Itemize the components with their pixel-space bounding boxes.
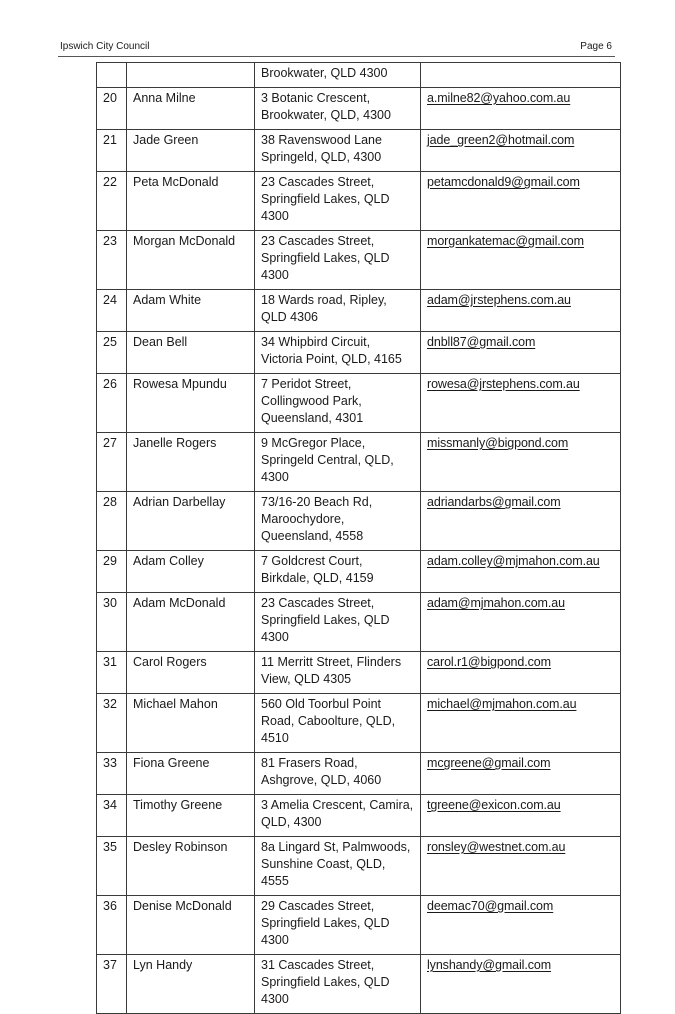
name-cell: Adam White: [127, 290, 255, 332]
address-cell: 18 Wards road, Ripley, QLD 4306: [255, 290, 421, 332]
email-link[interactable]: lynshandy@gmail.com: [427, 958, 552, 972]
row-number-cell: 26: [97, 374, 127, 433]
table-row: [97, 896, 621, 955]
document-title: Ipswich City Council: [60, 41, 150, 52]
address-cell: 23 Cascades Street, Springfield Lakes, QLD 4300: [255, 172, 421, 231]
email-link[interactable]: a.milne82@yahoo.com.au: [427, 91, 571, 105]
email-cell: [421, 374, 621, 433]
address-cell: 23 Cascades Street, Springfield Lakes, QLD 4300: [255, 593, 421, 652]
table-row: [97, 172, 621, 231]
header-divider: [58, 56, 615, 57]
table-row: [97, 290, 621, 332]
table-row: [97, 433, 621, 492]
email-cell: [421, 955, 621, 1014]
page-header: [60, 40, 612, 54]
table-row: [97, 652, 621, 694]
row-number-cell: 31: [97, 652, 127, 694]
row-number-cell: 30: [97, 593, 127, 652]
row-number-cell: 22: [97, 172, 127, 231]
address-cell: 73/16-20 Beach Rd, Maroochydore, Queensland, 4558: [255, 492, 421, 551]
address-cell: 7 Goldcrest Court, Birkdale, QLD, 4159: [255, 551, 421, 593]
email-link[interactable]: deemac70@gmail.com: [427, 899, 554, 913]
name-cell: Jade Green: [127, 130, 255, 172]
name-cell: [127, 63, 255, 88]
row-number-cell: 25: [97, 332, 127, 374]
table-row: [97, 492, 621, 551]
table-row: [97, 795, 621, 837]
table-row: [97, 374, 621, 433]
name-cell: Rowesa Mpundu: [127, 374, 255, 433]
email-cell: [421, 753, 621, 795]
address-cell: Brookwater, QLD 4300: [255, 63, 421, 88]
contacts-table: [96, 62, 621, 1014]
table-row: [97, 694, 621, 753]
name-cell: Adam Colley: [127, 551, 255, 593]
name-cell: Denise McDonald: [127, 896, 255, 955]
email-link[interactable]: adam.colley@mjmahon.com.au: [427, 554, 600, 568]
email-cell: [421, 652, 621, 694]
email-cell: [421, 130, 621, 172]
email-cell: [421, 837, 621, 896]
row-number-cell: 37: [97, 955, 127, 1014]
name-cell: Adam McDonald: [127, 593, 255, 652]
address-cell: 23 Cascades Street, Springfield Lakes, QLD 4300: [255, 231, 421, 290]
row-number-cell: 36: [97, 896, 127, 955]
address-cell: 29 Cascades Street, Springfield Lakes, QLD 4300: [255, 896, 421, 955]
table-row: [97, 231, 621, 290]
name-cell: Timothy Greene: [127, 795, 255, 837]
address-cell: 3 Botanic Crescent, Brookwater, QLD, 4300: [255, 88, 421, 130]
table-row-continued: [97, 63, 621, 88]
email-cell: [421, 433, 621, 492]
email-link[interactable]: missmanly@bigpond.com: [427, 436, 569, 450]
name-cell: Morgan McDonald: [127, 231, 255, 290]
table-row: [97, 955, 621, 1014]
row-number-cell: 20: [97, 88, 127, 130]
email-link[interactable]: jade_green2@hotmail.com: [427, 133, 575, 147]
page-number: Page 6: [580, 41, 612, 52]
row-number-cell: [97, 63, 127, 88]
address-cell: 11 Merritt Street, Flinders View, QLD 4305: [255, 652, 421, 694]
name-cell: Dean Bell: [127, 332, 255, 374]
name-cell: Fiona Greene: [127, 753, 255, 795]
table-row: [97, 88, 621, 130]
address-cell: 81 Frasers Road, Ashgrove, QLD, 4060: [255, 753, 421, 795]
email-link[interactable]: dnbll87@gmail.com: [427, 335, 536, 349]
name-cell: Janelle Rogers: [127, 433, 255, 492]
email-cell: [421, 551, 621, 593]
email-cell: [421, 896, 621, 955]
name-cell: Carol Rogers: [127, 652, 255, 694]
row-number-cell: 35: [97, 837, 127, 896]
email-link[interactable]: rowesa@jrstephens.com.au: [427, 377, 580, 391]
contacts-table-body: [97, 63, 621, 1014]
email-link[interactable]: adam@mjmahon.com.au: [427, 596, 565, 610]
table-row: [97, 837, 621, 896]
name-cell: Lyn Handy: [127, 955, 255, 1014]
email-cell: [421, 88, 621, 130]
name-cell: Desley Robinson: [127, 837, 255, 896]
email-link[interactable]: carol.r1@bigpond.com: [427, 655, 551, 669]
email-link[interactable]: ronsley@westnet.com.au: [427, 840, 566, 854]
address-cell: 38 Ravenswood Lane Springeld, QLD, 4300: [255, 130, 421, 172]
row-number-cell: 27: [97, 433, 127, 492]
email-link[interactable]: michael@mjmahon.com.au: [427, 697, 577, 711]
table-row: [97, 551, 621, 593]
email-cell: [421, 593, 621, 652]
table-row: [97, 130, 621, 172]
email-link[interactable]: tgreene@exicon.com.au: [427, 798, 561, 812]
email-cell: [421, 290, 621, 332]
email-link[interactable]: morgankatemac@gmail.com: [427, 234, 584, 248]
name-cell: Adrian Darbellay: [127, 492, 255, 551]
address-cell: 560 Old Toorbul Point Road, Caboolture, QLD, 4510: [255, 694, 421, 753]
email-cell: [421, 63, 621, 88]
row-number-cell: 32: [97, 694, 127, 753]
row-number-cell: 23: [97, 231, 127, 290]
row-number-cell: 21: [97, 130, 127, 172]
name-cell: Peta McDonald: [127, 172, 255, 231]
table-row: [97, 593, 621, 652]
table-row: [97, 753, 621, 795]
row-number-cell: 34: [97, 795, 127, 837]
email-link[interactable]: adriandarbs@gmail.com: [427, 495, 561, 509]
address-cell: 3 Amelia Crescent, Camira, QLD, 4300: [255, 795, 421, 837]
email-link[interactable]: mcgreene@gmail.com: [427, 756, 551, 770]
row-number-cell: 29: [97, 551, 127, 593]
email-cell: [421, 231, 621, 290]
table-row: [97, 332, 621, 374]
name-cell: Michael Mahon: [127, 694, 255, 753]
email-cell: [421, 172, 621, 231]
address-cell: 9 McGregor Place, Springeld Central, QLD, 4300: [255, 433, 421, 492]
email-link[interactable]: petamcdonald9@gmail.com: [427, 175, 580, 189]
email-cell: [421, 694, 621, 753]
row-number-cell: 33: [97, 753, 127, 795]
name-cell: Anna Milne: [127, 88, 255, 130]
address-cell: 8a Lingard St, Palmwoods, Sunshine Coast, QLD, 4555: [255, 837, 421, 896]
email-cell: [421, 332, 621, 374]
address-cell: 31 Cascades Street, Springfield Lakes, QLD 4300: [255, 955, 421, 1014]
row-number-cell: 28: [97, 492, 127, 551]
address-cell: 34 Whipbird Circuit, Victoria Point, QLD, 4165: [255, 332, 421, 374]
address-cell: 7 Peridot Street, Collingwood Park, Queensland, 4301: [255, 374, 421, 433]
email-cell: [421, 795, 621, 837]
row-number-cell: 24: [97, 290, 127, 332]
email-link[interactable]: adam@jrstephens.com.au: [427, 293, 571, 307]
email-cell: [421, 492, 621, 551]
